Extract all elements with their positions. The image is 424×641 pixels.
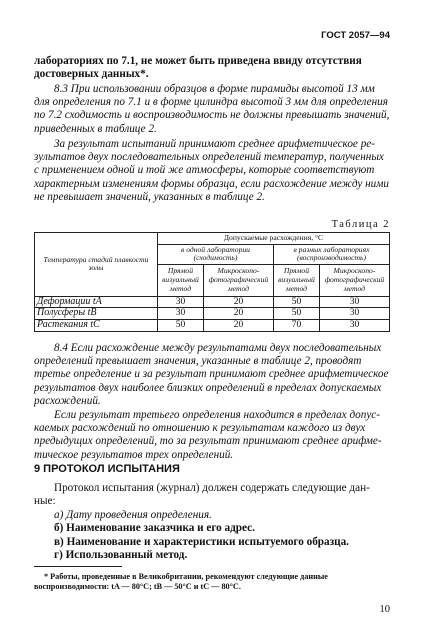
table-head-top: Допускаемые расхождения, °С (158, 233, 390, 245)
table-row-label: Полусферы tB (35, 308, 158, 320)
table-cell: 20 (203, 308, 273, 320)
text-line: каемых расхождений по отношению к результатам каждого из двух (34, 422, 366, 435)
table-cell: 30 (319, 319, 389, 331)
text-line: ные: (34, 495, 56, 508)
table-cell: 50 (273, 308, 319, 320)
table-cell: 30 (158, 308, 204, 320)
text-line: с применением одной и той же атмосферы, которые соответствуют (34, 164, 375, 177)
text-line: За результат испытаний принимают среднее арифметическое ре- (54, 138, 375, 150)
paragraph-intro (34, 55, 390, 81)
text-line: определений превышает значения, указанные в таблице 2, проводят (34, 355, 362, 368)
table-row-label: Деформации tA (35, 296, 158, 308)
protocol-list (34, 509, 390, 562)
footnote-line: * Работы, проведенные в Великобритании, рекомендуют следующие данные (44, 572, 328, 581)
protocol-intro (34, 482, 390, 508)
table-cell: 30 (319, 296, 389, 308)
table-caption: Таблица 2 (331, 219, 390, 230)
text-line: приведенных в таблице 2. (34, 122, 157, 135)
text-line: для определения по 7.1 и в форме цилиндра высотой 3 мм для определения (34, 96, 388, 109)
text-line: 8.3 При использовании образцов в форме пирамиды высотой 13 мм (54, 83, 375, 95)
text-line: лабораториях по 7.1, не может быть приведена ввиду отсутствия (34, 55, 362, 67)
table-col-micro-1: Микроскопо-фотографический метод (203, 264, 273, 296)
text-line: зультатов двух последовательных определений температур, полученных (34, 151, 384, 164)
table-col-micro-2: Микроскопо-фотографический метод (319, 264, 389, 296)
table-cell: 50 (158, 319, 204, 331)
list-item: г) Использованный метод. (54, 548, 188, 561)
table-cell: 20 (203, 296, 273, 308)
table-cell: 30 (319, 308, 389, 320)
text-line: по 7.2 сходимость и воспроизводимость не должны превышать значений, (34, 109, 390, 122)
text-line: результатов двух наиболее близких определений в пределах допускаемых (34, 381, 382, 394)
page-number: 10 (379, 604, 390, 615)
table-group-reproducibility: в разных лабораториях (воспроизводимость) (273, 244, 389, 264)
footnote (34, 572, 390, 592)
table-cell: 20 (203, 319, 273, 331)
list-item: в) Наименование и характеристики испытуемого образца. (54, 535, 349, 548)
footnote-rule (34, 566, 122, 567)
text-line: третье определение и за результат принимают среднее арифметическое (34, 368, 389, 381)
text-line: не превышает значений, указанных в таблице 2. (34, 190, 265, 203)
paragraph-third (34, 409, 390, 462)
footnote-line: воспроизводимости: tA — 80°С; tB — 50°С и tC — 80°С. (34, 582, 241, 591)
text-line: предыдущих определений, то за результат принимают среднее арифме- (34, 435, 382, 448)
table-cell: 30 (158, 296, 204, 308)
text-line: расхождений. (34, 394, 101, 407)
table-head-stage: Температура стадий плавкости золы (35, 233, 158, 297)
text-line: Протокол испытания (журнал) должен содержать следующие дан- (54, 482, 370, 494)
table-row-label: Растекания tC (35, 319, 158, 331)
text-line: Если результат третьего определения находится в пределах допус- (54, 409, 380, 421)
table-col-visual-1: Прямой визуальный метод (158, 264, 204, 296)
paragraph-result (34, 138, 390, 204)
paragraph-8-4 (34, 342, 390, 408)
paragraph-8-3 (34, 83, 390, 136)
text-line: достоверных данных*. (34, 68, 149, 81)
section-title: 9 ПРОТОКОЛ ИСПЫТАНИЯ (34, 463, 180, 475)
text-line: характерным изменениям формы образца, если расхождение между ними (34, 177, 389, 190)
text-line: тическое результатов трех определений. (34, 448, 234, 461)
text-line: 8.4 Если расхождение между результатами двух последовательных (54, 342, 382, 354)
table-group-repeatability: в одной лаборатории (сходимость) (158, 244, 274, 264)
table-cell: 50 (273, 296, 319, 308)
list-item: б) Наименование заказчика и его адрес. (54, 522, 255, 535)
table-2 (34, 232, 390, 332)
table-cell: 70 (273, 319, 319, 331)
list-item: а) Дату проведения определения. (54, 509, 212, 521)
table-col-visual-2: Прямой визуальный метод (273, 264, 319, 296)
document-header: ГОСТ 2057—94 (321, 30, 390, 41)
